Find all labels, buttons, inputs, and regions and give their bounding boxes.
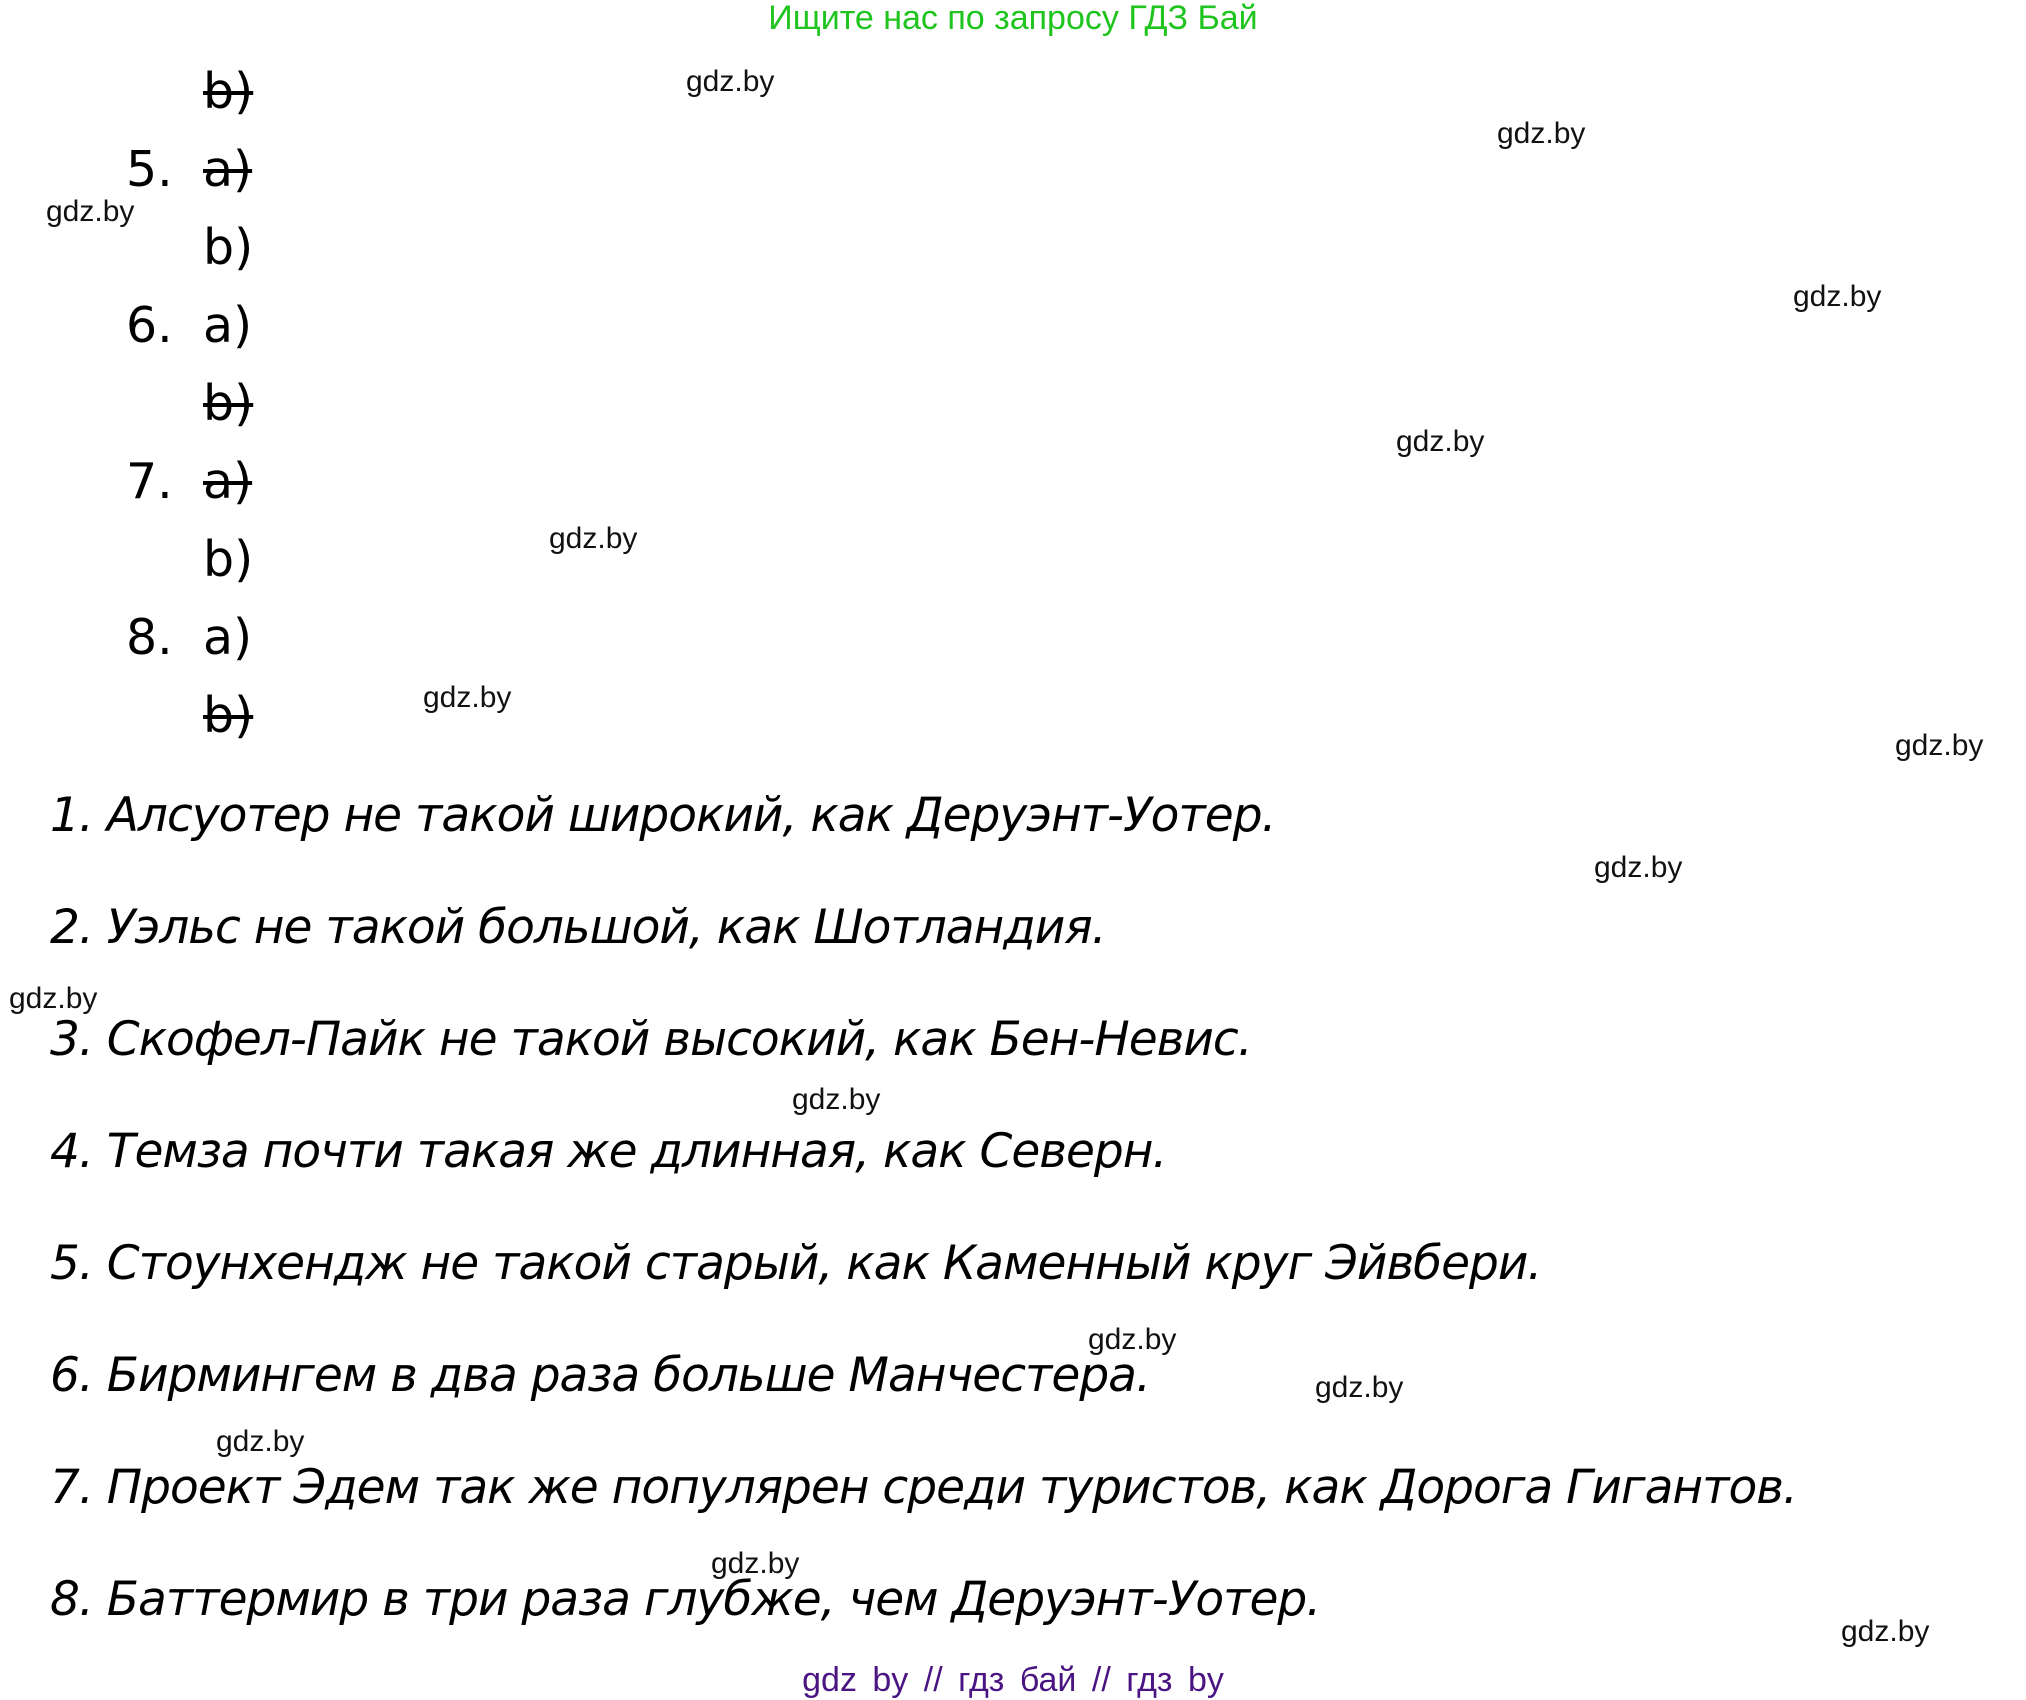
watermark: gdz.by [1793, 280, 1882, 313]
watermark: gdz.by [549, 522, 638, 555]
translation-sentence: 5. Стоунхендж не такой старый, как Каменный круг Эйвбери. [50, 1236, 1542, 1291]
watermark: gdz.by [1497, 117, 1586, 150]
option-struck: b) [203, 687, 254, 744]
option: b) [203, 219, 254, 276]
translation-sentence: 6. Бирмингем в два раза больше Манчестера. [50, 1348, 1150, 1403]
watermark: gdz.by [686, 65, 775, 98]
question-number: 5. [126, 141, 173, 198]
translation-sentence: 8. Баттермир в три раза глубже, чем Деруэнт-Уотер. [50, 1572, 1321, 1627]
promo-banner[interactable]: Ищите нас по запросу ГДЗ Бай [768, 0, 1258, 37]
translation-sentence: 2. Уэльс не такой большой, как Шотландия. [50, 900, 1106, 955]
question-number: 6. [126, 297, 173, 354]
option-struck: b) [203, 375, 254, 432]
watermark: gdz.by [1841, 1615, 1930, 1648]
translation-sentence: 7. Проект Эдем так же популярен среди туристов, как Дорога Гигантов. [50, 1460, 1797, 1515]
watermark: gdz.by [1315, 1371, 1404, 1404]
option-struck: b) [203, 63, 254, 120]
footer-links[interactable]: gdz by // гдз бай // гдз by [802, 1661, 1224, 1699]
option-struck: a) [203, 453, 253, 510]
watermark: gdz.by [1396, 425, 1485, 458]
translation-sentence: 3. Скофел-Пайк не такой высокий, как Бен-Невис. [50, 1012, 1252, 1067]
translation-sentence: 1. Алсуотер не такой широкий, как Деруэнт-Уотер. [50, 788, 1276, 843]
watermark: gdz.by [1088, 1323, 1177, 1356]
question-number: 8. [126, 609, 173, 666]
option: a) [203, 609, 253, 666]
watermark: gdz.by [711, 1547, 800, 1580]
watermark: gdz.by [46, 195, 135, 228]
watermark: gdz.by [216, 1425, 305, 1458]
option: a) [203, 297, 253, 354]
option-struck: a) [203, 141, 253, 198]
watermark: gdz.by [792, 1083, 881, 1116]
watermark: gdz.by [423, 681, 512, 714]
option: b) [203, 531, 254, 588]
watermark: gdz.by [1594, 851, 1683, 884]
watermark: gdz.by [1895, 729, 1984, 762]
question-number: 7. [126, 453, 173, 510]
watermark: gdz.by [9, 982, 98, 1015]
translation-sentence: 4. Темза почти такая же длинная, как Северн. [50, 1124, 1167, 1179]
